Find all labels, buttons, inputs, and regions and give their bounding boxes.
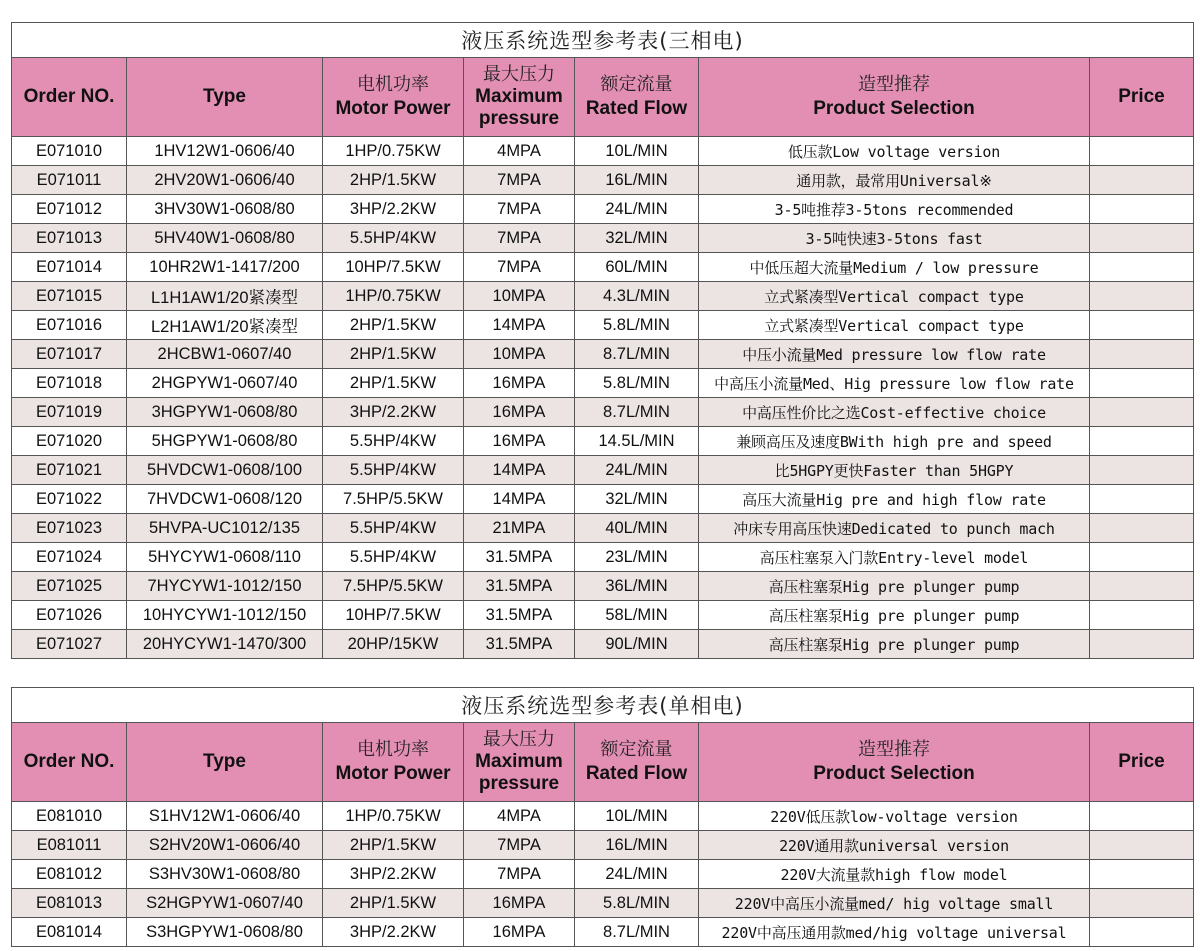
header-row (12, 723, 1194, 802)
table-row (12, 543, 1194, 572)
table-row (12, 137, 1194, 166)
order-no-cell: E081013 (12, 889, 127, 918)
order-no-cell: E071015 (12, 282, 127, 311)
order-no-cell: E081010 (12, 802, 127, 831)
max-pressure-cell: 7MPA (464, 253, 575, 282)
rated-flow-cell: 10L/MIN (575, 137, 699, 166)
order-no-cell: E071011 (12, 166, 127, 195)
rated-flow-cell: 40L/MIN (575, 514, 699, 543)
product-selection-cell: 立式紧凑型Vertical compact type (699, 282, 1090, 311)
product-selection-cell: 冲床专用高压快速Dedicated to punch mach (699, 514, 1090, 543)
max-pressure-cell: 7MPA (464, 166, 575, 195)
header-price: Price (1090, 723, 1194, 802)
motor-power-cell: 7.5HP/5.5KW (323, 485, 464, 514)
motor-power-cell: 5.5HP/4KW (323, 427, 464, 456)
order-no-cell: E071022 (12, 485, 127, 514)
order-no-cell: E071019 (12, 398, 127, 427)
type-cell: 7HVDCW1-0608/120 (127, 485, 323, 514)
price-cell (1090, 398, 1194, 427)
table-title: 液压系统选型参考表(三相电) (12, 23, 1194, 58)
type-cell: 1HV12W1-0606/40 (127, 137, 323, 166)
motor-power-cell: 3HP/2.2KW (323, 195, 464, 224)
rated-flow-cell: 4.3L/MIN (575, 282, 699, 311)
product-selection-cell: 高压柱塞泵入门款Entry-level model (699, 543, 1090, 572)
single-phase-table (11, 687, 1194, 947)
type-cell: S2HV20W1-0606/40 (127, 831, 323, 860)
max-pressure-cell: 7MPA (464, 195, 575, 224)
header-rated-flow: 额定流量 Rated Flow (575, 58, 699, 137)
order-no-cell: E071026 (12, 601, 127, 630)
type-cell: 3HGPYW1-0608/80 (127, 398, 323, 427)
rated-flow-cell: 24L/MIN (575, 860, 699, 889)
order-no-cell: E071025 (12, 572, 127, 601)
table-row (12, 860, 1194, 889)
order-no-cell: E071010 (12, 137, 127, 166)
type-cell: 2HCBW1-0607/40 (127, 340, 323, 369)
max-pressure-cell: 31.5MPA (464, 630, 575, 659)
motor-power-cell: 5.5HP/4KW (323, 456, 464, 485)
motor-power-cell: 1HP/0.75KW (323, 802, 464, 831)
type-cell: 3HV30W1-0608/80 (127, 195, 323, 224)
motor-power-cell: 2HP/1.5KW (323, 889, 464, 918)
rated-flow-cell: 14.5L/MIN (575, 427, 699, 456)
product-selection-cell: 通用款，最常用Universal※ (699, 166, 1090, 195)
rated-flow-cell: 8.7L/MIN (575, 918, 699, 947)
type-cell: 5HYCYW1-0608/110 (127, 543, 323, 572)
product-selection-cell: 低压款Low voltage version (699, 137, 1090, 166)
type-cell: 5HVDCW1-0608/100 (127, 456, 323, 485)
motor-power-cell: 20HP/15KW (323, 630, 464, 659)
type-cell: 20HYCYW1-1470/300 (127, 630, 323, 659)
order-no-cell: E071013 (12, 224, 127, 253)
table-row (12, 514, 1194, 543)
max-pressure-cell: 16MPA (464, 427, 575, 456)
max-pressure-cell: 4MPA (464, 137, 575, 166)
order-no-cell: E071021 (12, 456, 127, 485)
three-phase-table (11, 22, 1194, 659)
table-row (12, 282, 1194, 311)
max-pressure-cell: 7MPA (464, 224, 575, 253)
rated-flow-cell: 32L/MIN (575, 224, 699, 253)
product-selection-cell: 立式紧凑型Vertical compact type (699, 311, 1090, 340)
table-row (12, 398, 1194, 427)
header-motor-power: 电机功率 Motor Power (323, 723, 464, 802)
rated-flow-cell: 36L/MIN (575, 572, 699, 601)
price-cell (1090, 601, 1194, 630)
motor-power-cell: 3HP/2.2KW (323, 398, 464, 427)
motor-power-cell: 2HP/1.5KW (323, 166, 464, 195)
rated-flow-cell: 90L/MIN (575, 630, 699, 659)
price-cell (1090, 427, 1194, 456)
table-row (12, 485, 1194, 514)
rated-flow-cell: 23L/MIN (575, 543, 699, 572)
rated-flow-cell: 24L/MIN (575, 195, 699, 224)
rated-flow-cell: 10L/MIN (575, 802, 699, 831)
type-cell: 5HGPYW1-0608/80 (127, 427, 323, 456)
type-cell: 2HV20W1-0606/40 (127, 166, 323, 195)
price-cell (1090, 889, 1194, 918)
price-cell (1090, 802, 1194, 831)
rated-flow-cell: 8.7L/MIN (575, 340, 699, 369)
header-type: Type (127, 58, 323, 137)
motor-power-cell: 5.5HP/4KW (323, 543, 464, 572)
rated-flow-cell: 8.7L/MIN (575, 398, 699, 427)
table-row (12, 427, 1194, 456)
order-no-cell: E081011 (12, 831, 127, 860)
price-cell (1090, 369, 1194, 398)
max-pressure-cell: 4MPA (464, 802, 575, 831)
type-cell: 5HV40W1-0608/80 (127, 224, 323, 253)
table-row (12, 630, 1194, 659)
motor-power-cell: 2HP/1.5KW (323, 369, 464, 398)
table-row (12, 369, 1194, 398)
type-cell: 10HR2W1-1417/200 (127, 253, 323, 282)
max-pressure-cell: 14MPA (464, 485, 575, 514)
price-cell (1090, 543, 1194, 572)
product-selection-cell: 220V大流量款high flow model (699, 860, 1090, 889)
header-max-pressure: 最大压力 Maximum pressure (464, 723, 575, 802)
motor-power-cell: 10HP/7.5KW (323, 253, 464, 282)
price-cell (1090, 514, 1194, 543)
table-row (12, 195, 1194, 224)
motor-power-cell: 1HP/0.75KW (323, 137, 464, 166)
price-cell (1090, 918, 1194, 947)
max-pressure-cell: 21MPA (464, 514, 575, 543)
table-row (12, 802, 1194, 831)
table-row (12, 889, 1194, 918)
price-cell (1090, 831, 1194, 860)
max-pressure-cell: 31.5MPA (464, 601, 575, 630)
table-row (12, 253, 1194, 282)
product-selection-cell: 220V低压款low-voltage version (699, 802, 1090, 831)
header-type: Type (127, 723, 323, 802)
header-product-selection: 造型推荐 Product Selection (699, 58, 1090, 137)
product-selection-cell: 3-5吨快速3-5tons fast (699, 224, 1090, 253)
type-cell: S3HV30W1-0608/80 (127, 860, 323, 889)
order-no-cell: E071023 (12, 514, 127, 543)
type-cell: L2H1AW1/20紧凑型 (127, 311, 323, 340)
product-selection-cell: 比5HGPY更快Faster than 5HGPY (699, 456, 1090, 485)
max-pressure-cell: 14MPA (464, 311, 575, 340)
table-row (12, 831, 1194, 860)
max-pressure-cell: 7MPA (464, 831, 575, 860)
max-pressure-cell: 16MPA (464, 398, 575, 427)
order-no-cell: E071014 (12, 253, 127, 282)
price-cell (1090, 485, 1194, 514)
type-cell: S1HV12W1-0606/40 (127, 802, 323, 831)
order-no-cell: E071016 (12, 311, 127, 340)
max-pressure-cell: 16MPA (464, 369, 575, 398)
table-row (12, 311, 1194, 340)
table-row (12, 340, 1194, 369)
motor-power-cell: 3HP/2.2KW (323, 860, 464, 889)
header-price: Price (1090, 58, 1194, 137)
motor-power-cell: 1HP/0.75KW (323, 282, 464, 311)
price-cell (1090, 282, 1194, 311)
order-no-cell: E071024 (12, 543, 127, 572)
header-order-no: Order NO. (12, 723, 127, 802)
table-row (12, 224, 1194, 253)
price-cell (1090, 224, 1194, 253)
price-cell (1090, 630, 1194, 659)
order-no-cell: E071020 (12, 427, 127, 456)
table-row (12, 572, 1194, 601)
product-selection-cell: 高压柱塞泵Hig pre plunger pump (699, 630, 1090, 659)
motor-power-cell: 3HP/2.2KW (323, 918, 464, 947)
rated-flow-cell: 5.8L/MIN (575, 311, 699, 340)
price-cell (1090, 340, 1194, 369)
product-selection-cell: 中高压性价比之选Cost-effective choice (699, 398, 1090, 427)
order-no-cell: E071027 (12, 630, 127, 659)
header-row (12, 58, 1194, 137)
type-cell: 2HGPYW1-0607/40 (127, 369, 323, 398)
rated-flow-cell: 5.8L/MIN (575, 889, 699, 918)
rated-flow-cell: 16L/MIN (575, 166, 699, 195)
max-pressure-cell: 10MPA (464, 282, 575, 311)
max-pressure-cell: 7MPA (464, 860, 575, 889)
rated-flow-cell: 5.8L/MIN (575, 369, 699, 398)
table-row (12, 166, 1194, 195)
header-rated-flow: 额定流量 Rated Flow (575, 723, 699, 802)
rated-flow-cell: 60L/MIN (575, 253, 699, 282)
product-selection-cell: 中压小流量Med pressure low flow rate (699, 340, 1090, 369)
max-pressure-cell: 14MPA (464, 456, 575, 485)
max-pressure-cell: 31.5MPA (464, 572, 575, 601)
rated-flow-cell: 32L/MIN (575, 485, 699, 514)
motor-power-cell: 5.5HP/4KW (323, 224, 464, 253)
price-cell (1090, 195, 1194, 224)
max-pressure-cell: 16MPA (464, 918, 575, 947)
type-cell: 10HYCYW1-1012/150 (127, 601, 323, 630)
rated-flow-cell: 16L/MIN (575, 831, 699, 860)
product-selection-cell: 高压大流量Hig pre and high flow rate (699, 485, 1090, 514)
product-selection-cell: 220V中高压小流量med/ hig voltage small (699, 889, 1090, 918)
price-cell (1090, 456, 1194, 485)
max-pressure-cell: 10MPA (464, 340, 575, 369)
table-title: 液压系统选型参考表(单相电) (12, 688, 1194, 723)
price-cell (1090, 137, 1194, 166)
type-cell: S3HGPYW1-0608/80 (127, 918, 323, 947)
product-selection-cell: 中低压超大流量Medium / low pressure (699, 253, 1090, 282)
price-cell (1090, 253, 1194, 282)
type-cell: 7HYCYW1-1012/150 (127, 572, 323, 601)
price-cell (1090, 572, 1194, 601)
price-cell (1090, 311, 1194, 340)
order-no-cell: E081012 (12, 860, 127, 889)
type-cell: S2HGPYW1-0607/40 (127, 889, 323, 918)
product-selection-cell: 220V通用款universal version (699, 831, 1090, 860)
type-cell: L1H1AW1/20紧凑型 (127, 282, 323, 311)
max-pressure-cell: 31.5MPA (464, 543, 575, 572)
product-selection-cell: 兼顾高压及速度BWith high pre and speed (699, 427, 1090, 456)
order-no-cell: E071012 (12, 195, 127, 224)
product-selection-cell: 220V中高压通用款med/hig voltage universal (699, 918, 1090, 947)
rated-flow-cell: 24L/MIN (575, 456, 699, 485)
product-selection-cell: 3-5吨推荐3-5tons recommended (699, 195, 1090, 224)
table-row (12, 601, 1194, 630)
motor-power-cell: 7.5HP/5.5KW (323, 572, 464, 601)
motor-power-cell: 2HP/1.5KW (323, 831, 464, 860)
order-no-cell: E071017 (12, 340, 127, 369)
order-no-cell: E081014 (12, 918, 127, 947)
header-motor-power: 电机功率 Motor Power (323, 58, 464, 137)
product-selection-cell: 高压柱塞泵Hig pre plunger pump (699, 572, 1090, 601)
motor-power-cell: 5.5HP/4KW (323, 514, 464, 543)
single-phase-rows (12, 802, 1194, 947)
price-cell (1090, 860, 1194, 889)
header-product-selection: 造型推荐 Product Selection (699, 723, 1090, 802)
three-phase-rows (12, 137, 1194, 659)
motor-power-cell: 10HP/7.5KW (323, 601, 464, 630)
table-row (12, 918, 1194, 947)
header-max-pressure: 最大压力 Maximum pressure (464, 58, 575, 137)
price-cell (1090, 166, 1194, 195)
header-order-no: Order NO. (12, 58, 127, 137)
product-selection-cell: 中高压小流量Med、Hig pressure low flow rate (699, 369, 1090, 398)
max-pressure-cell: 16MPA (464, 889, 575, 918)
type-cell: 5HVPA-UC1012/135 (127, 514, 323, 543)
motor-power-cell: 2HP/1.5KW (323, 311, 464, 340)
table-row (12, 456, 1194, 485)
rated-flow-cell: 58L/MIN (575, 601, 699, 630)
order-no-cell: E071018 (12, 369, 127, 398)
product-selection-cell: 高压柱塞泵Hig pre plunger pump (699, 601, 1090, 630)
motor-power-cell: 2HP/1.5KW (323, 340, 464, 369)
